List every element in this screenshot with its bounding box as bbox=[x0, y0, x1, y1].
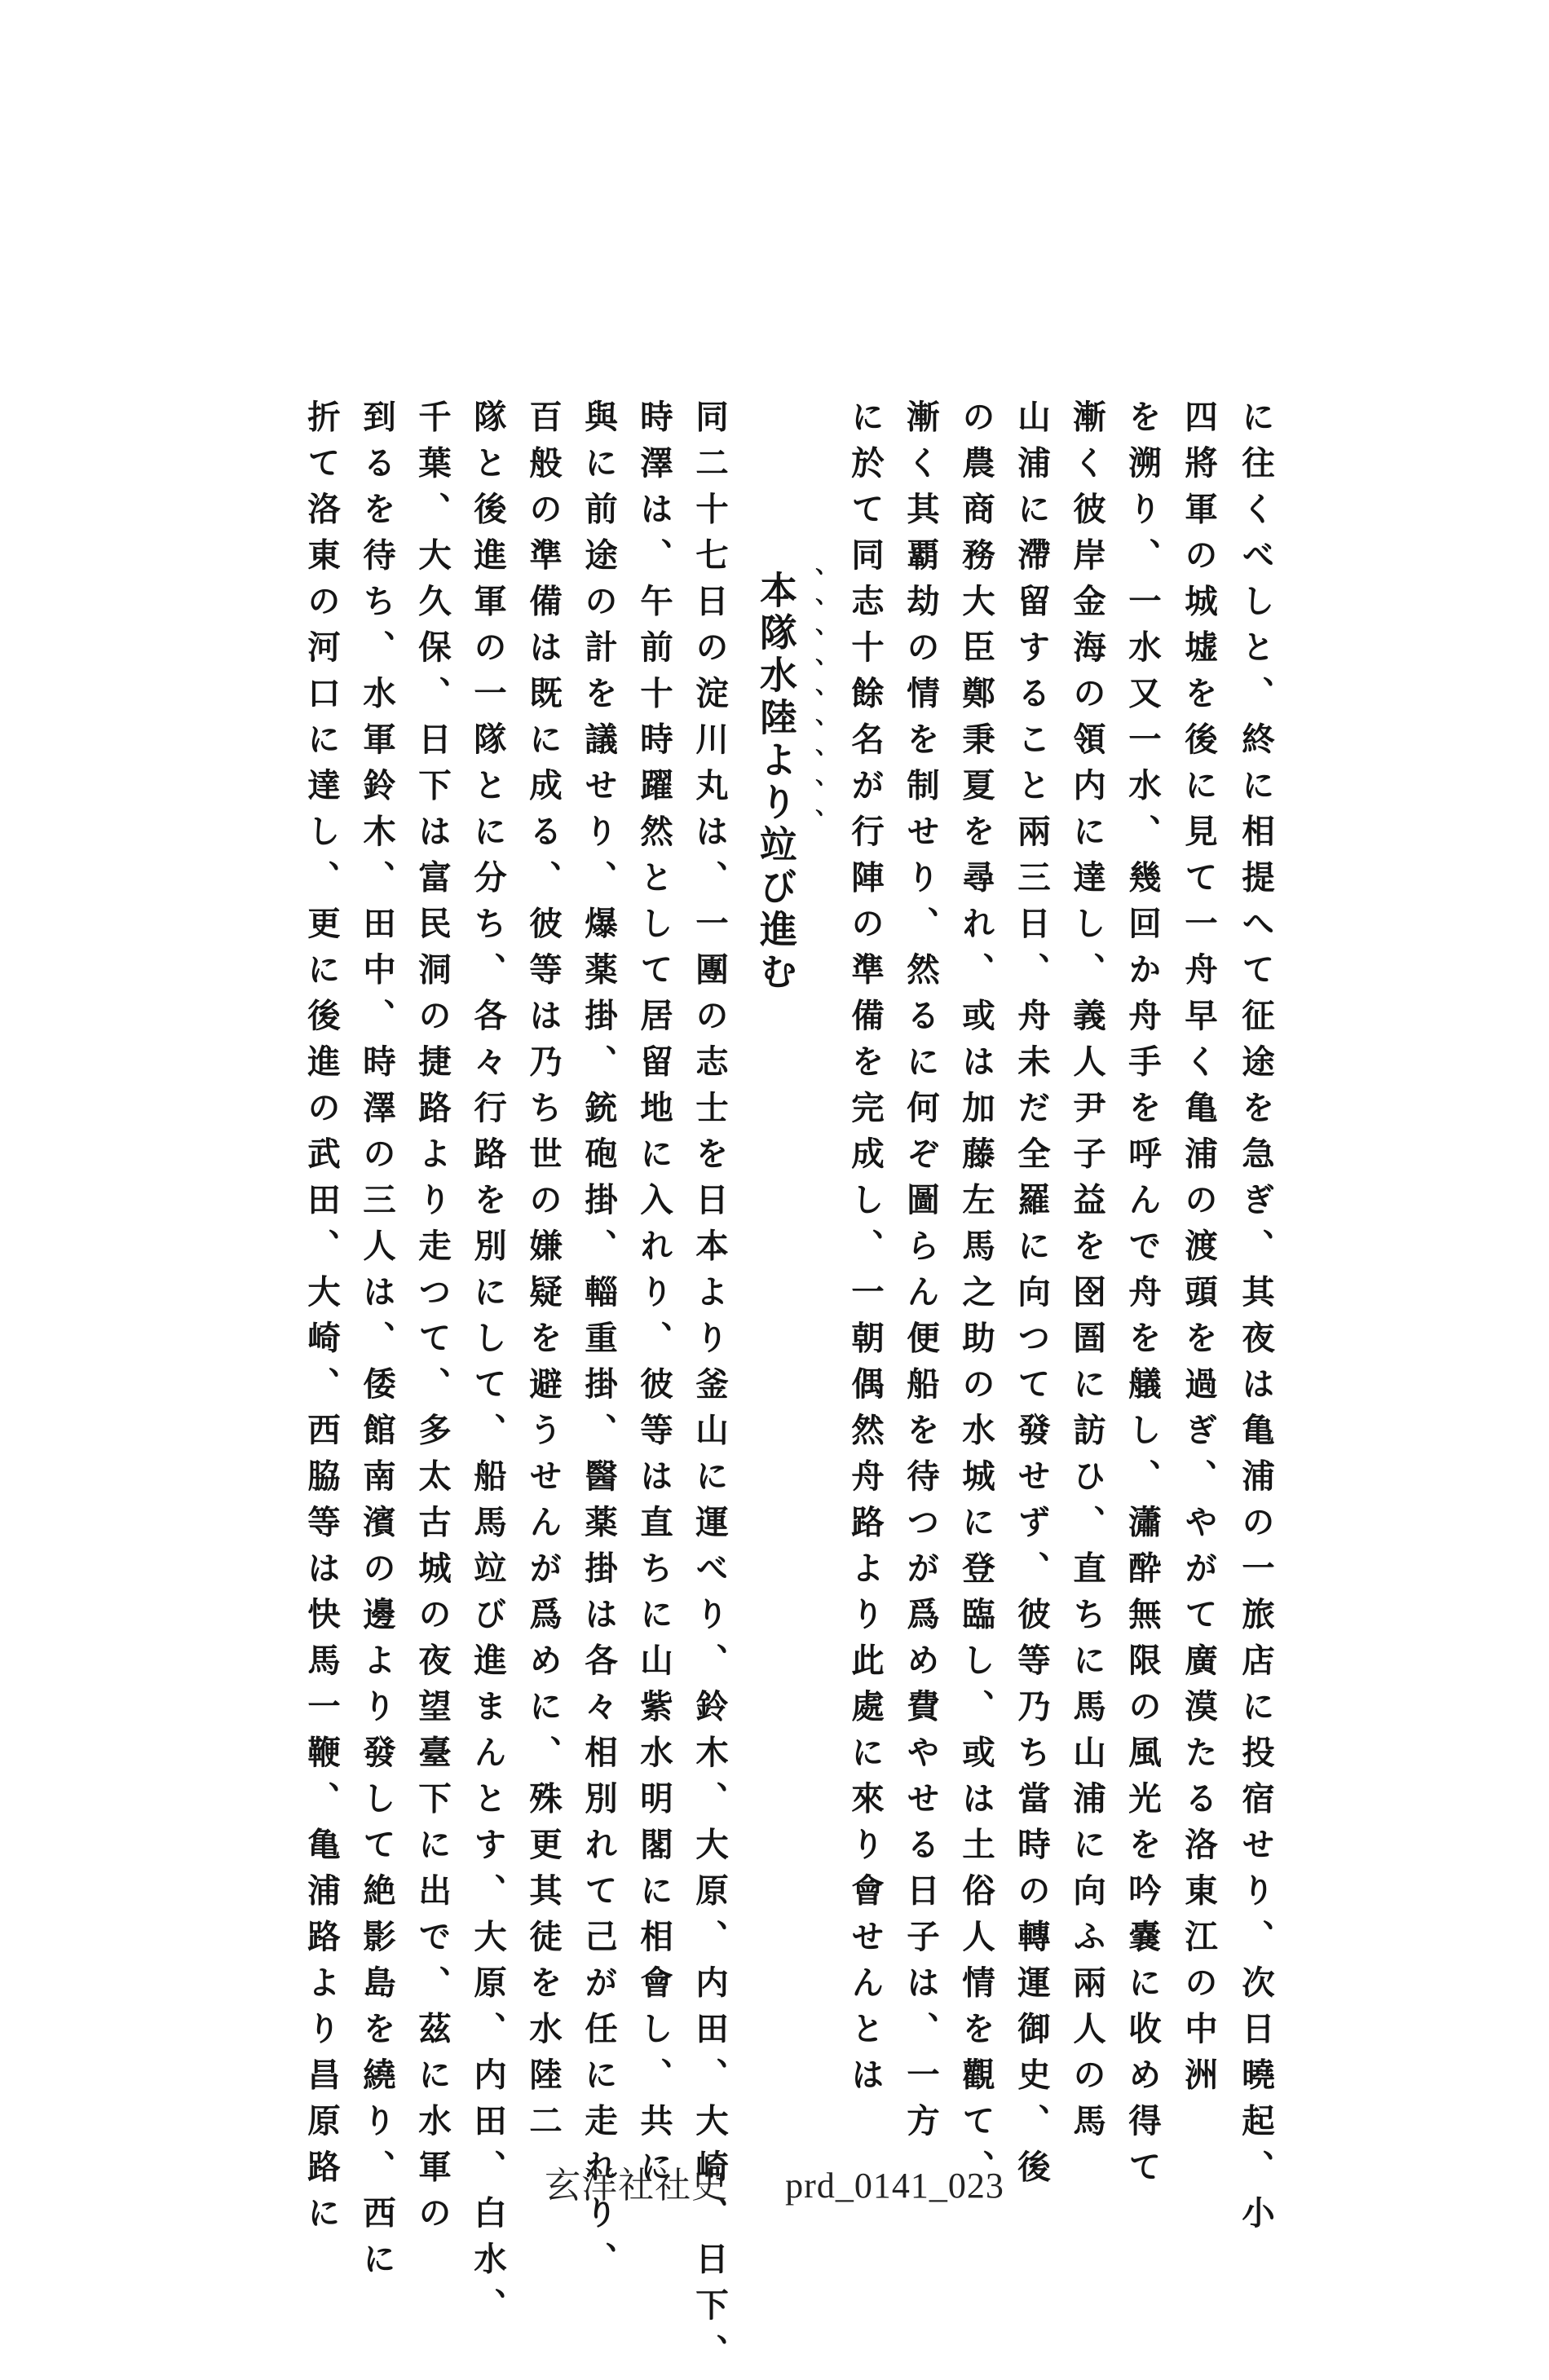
page-footer bbox=[0, 2156, 1549, 2208]
text-column-4: 漸く彼岸金海の領内に達し、義人尹子益を囹圄に訪ひ、直ちに馬山浦に向ふ兩人の馬 bbox=[1067, 399, 1106, 2149]
text-column-6: の農商務大臣鄭秉夏を尋れ、或は加藤左馬之助の水城に登臨し、或は土俗人情を觀て、 bbox=[956, 399, 995, 2196]
text-column-15: 到るを待ち、水軍鈴木、田中、時澤の三人は、倭館南濱の邊より發して絶影島を繞り、西に bbox=[357, 399, 396, 2288]
text-column-13: 隊と後進軍の一隊とに分ち、各々行路を別にして、船馬竝び進まんとす、大原、内田、白水、 bbox=[468, 399, 507, 2334]
footer-title: 玄洋社社史 bbox=[545, 2166, 729, 2206]
section-heading: 本隊水陸より竝び進む bbox=[754, 571, 798, 994]
text-column-10: 時澤は、午前十時躍然として居留地に入れり、彼等は直ちに山紫水明閣に相會し、共に bbox=[634, 399, 673, 2196]
text-column-5: 山浦に滯留すること兩三日、舟未だ全羅に向つて發せず、彼等乃ち當時の轉運御史、後 bbox=[1012, 399, 1051, 2196]
text-column-11: 與に前途の計を議せり、爆薬掛、銃砲掛、輜重掛、醫薬掛は各々相別れて己が任に走れり、 bbox=[579, 399, 618, 2288]
text-column-7: 漸く其覇劫の情を制せり、然るに何ぞ圖らん便船を待つが爲め費やせる日子は、一方 bbox=[901, 399, 940, 2149]
text-column-2: 四將軍の城墟を後に見て一舟早く亀浦の渡頭を過ぎ、やがて廣漠たる洛東江の中洲 bbox=[1179, 399, 1218, 2104]
text-column-14: 千葉、大久保、日下は富民洞の捷路より走つて、多太古城の夜望臺下に出で、茲に水軍の bbox=[413, 399, 452, 2241]
text-column-9: 同二十七日の淀川丸は、一團の志士を日本より釜山に運べり、鈴木、大原、内田、大崎、日下、 bbox=[690, 399, 729, 2380]
text-column-1: に往くべしと、終に相提へて征途を急ぎ、其夜は亀浦の一旅店に投宿せり、次日曉起、小 bbox=[1236, 399, 1275, 2241]
text-column-8: に於て同志十餘名が行陣の準備を完成し、一朝偶然舟路より此處に來り會せんとは bbox=[845, 399, 885, 2104]
text-column-16: 折て洛東の河口に達し、更に後進の武田、大崎、西脇等は快馬一鞭、亀浦路より昌原路に bbox=[302, 399, 341, 2241]
heading-emphasis-marks: 、、、、、、、、、 bbox=[795, 567, 823, 851]
text-column-12: 百般の準備は既に成る、彼等は乃ち世の嫌疑を避うせんが爲めに、殊更其徒を水陸二 bbox=[523, 399, 563, 2149]
text-column-3: を溯り、一水又一水、幾回か舟手を呼んで舟を艤し、瀟酔無限の風光を吟嚢に收め得て bbox=[1123, 399, 1162, 2196]
footer-page-code: prd_0141_023 bbox=[785, 2166, 1004, 2206]
